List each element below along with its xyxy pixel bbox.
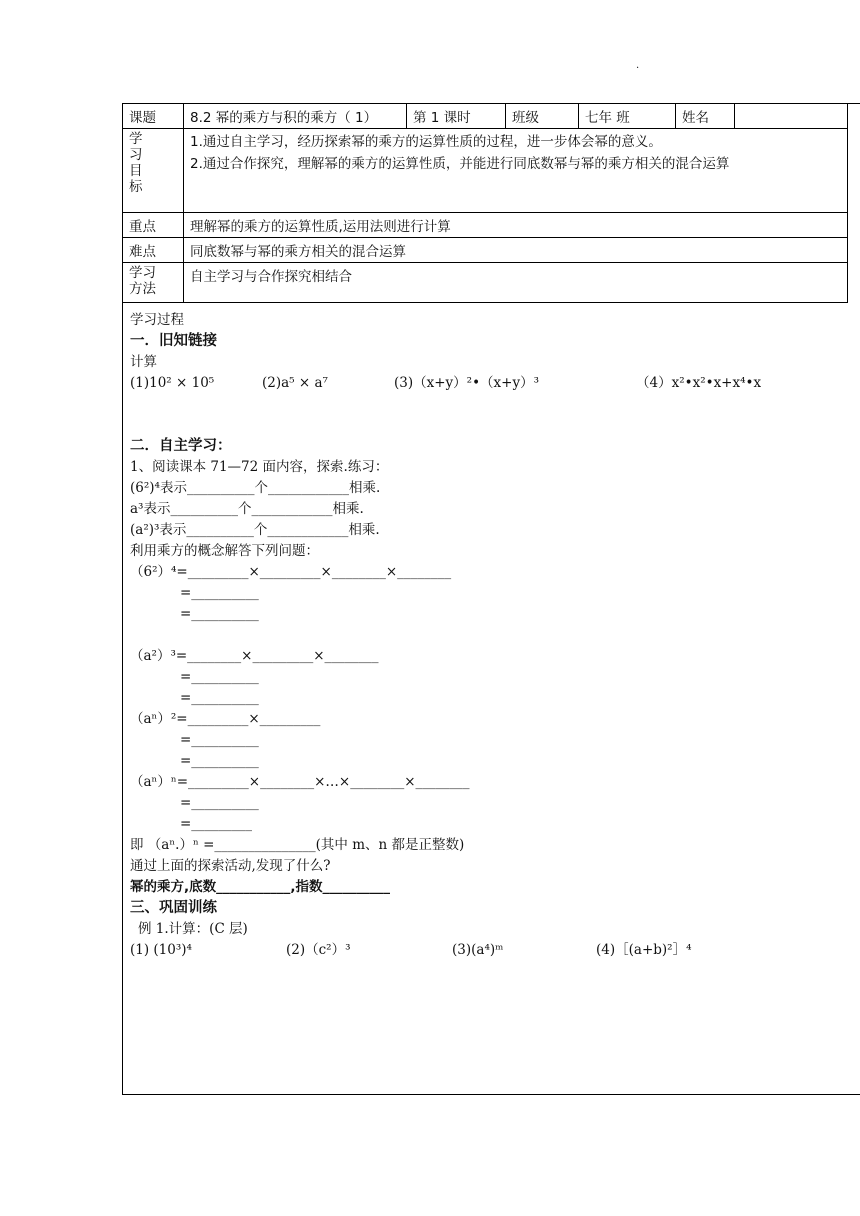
work-line: =__________ [180,690,259,706]
exercise-item-2: (2)（c²）³ [286,942,351,958]
question: 通过上面的探索活动,发现了什么? [130,858,331,874]
objective-1: 1.通过自主学习，经历探索幂的乘方的运算性质的过程，进一步体会幂的意义。 [190,134,662,150]
class-label: 班级 [506,104,579,129]
page-dot: . [636,60,640,71]
lesson-label: 第 1 课时 [407,104,506,129]
key-text: 理解幂的乘方的运算性质,运用法则进行计算 [184,213,848,238]
exercise-item-1: (1) (10³)⁴ [130,942,192,958]
key-label: 重点 [123,213,184,238]
work-line: =__________ [180,753,259,769]
difficulty-text: 同底数幂与幂的乘方相关的混合运算 [184,238,848,263]
objectives [184,129,848,213]
calc-item-2: (2)a⁵ × a⁷ [262,375,328,391]
header-table [122,103,848,303]
work-line: =__________ [180,669,259,685]
class-value: 七年 班 [579,104,676,129]
section2-intro: 1、阅读课本 71—72 面内容，探索.练习： [130,459,389,475]
section2-title: 二．自主学习： [130,438,232,454]
conclusion: 即 （aⁿ.）ⁿ =_______________(其中 m、n 都是正整数) [130,837,465,853]
example-label: 例 1.计算：(C 层) [138,921,248,937]
section3-title: 三、巩固训练 [130,900,217,916]
section2-line-1: (6²)⁴表示__________个____________相乘. [130,480,381,496]
work-line: =_________ [180,816,253,832]
section1-title: 一．旧知链接 [130,333,217,349]
work-line: （6²）⁴=_________×_________×________×________ [130,564,452,580]
calc-item-4: （4）x²•x²•x+x⁴•x [636,375,762,391]
difficulty-label: 难点 [123,238,184,263]
calc-item-3: (3)（x+y）²•（x+y）³ [394,375,540,391]
exercise-item-4: (4)［(a+b)²］⁴ [596,942,692,958]
work-line: =__________ [180,606,259,622]
work-line: =__________ [180,732,259,748]
section3-items [130,940,761,961]
work-gap [130,625,761,646]
section2-line-3: (a²)³表示__________个____________相乘. [130,522,380,538]
worksheet-body [130,310,761,961]
course-title: 8.2 幂的乘方与积的乘方（ 1） [184,104,407,129]
exercise-item-3: (3)(a⁴)ᵐ [452,942,504,958]
method-label: 学习 方法 [123,263,184,303]
section2-line-2: a³表示__________个____________相乘. [130,501,364,517]
work-line: （aⁿ）ⁿ=_________×________×…×________×________ [130,774,470,790]
name-value[interactable] [735,104,848,129]
work-line: =__________ [180,585,259,601]
section2-prompt: 利用乘方的概念解答下列问题： [130,543,319,559]
name-label: 姓名 [676,104,735,129]
objectives-label: 学 习 目 标 [123,129,184,213]
calc-item-1: (1)10² × 10⁵ [130,375,215,391]
course-label: 课题 [123,104,184,129]
method-text: 自主学习与合作探究相结合 [184,263,848,303]
section1-items [130,373,761,394]
work-line: （aⁿ）²=_________×_________ [130,711,321,727]
objective-2: 2.通过合作探究，理解幂的乘方的运算性质，并能进行同底数幂与幂的乘方相关的混合运算 [190,156,730,172]
section1-sub: 计算 [130,354,157,370]
section0-title: 学习过程 [130,312,184,328]
rule: 幂的乘方,底数___________,指数__________ [130,879,391,895]
work-line: （a²）³=________×_________×________ [130,648,379,664]
work-line: =__________ [180,795,259,811]
